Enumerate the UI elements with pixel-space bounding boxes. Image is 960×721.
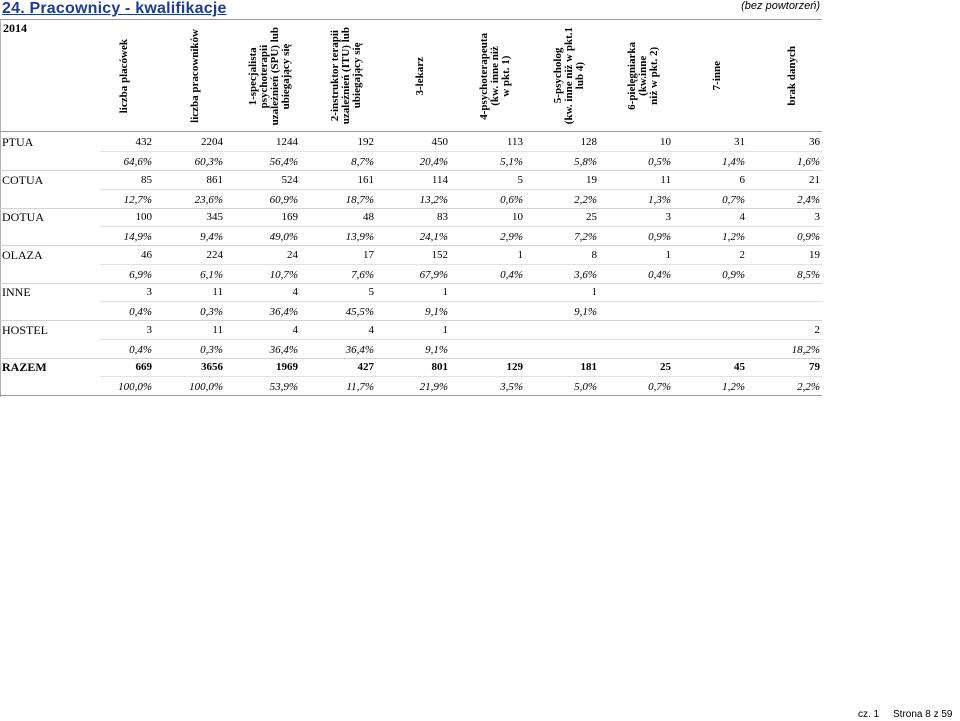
percent-cell xyxy=(463,341,523,359)
column-header xyxy=(236,22,304,130)
title-underline xyxy=(0,19,822,20)
percent-cell: 8,7% xyxy=(351,156,374,168)
column-header-label: 1-specjalista psychoterapii uzależnień (SPU) lub ubiegający się xyxy=(247,26,292,126)
percent-cell: 100,0% xyxy=(118,381,152,393)
percent-cell: 1,6% xyxy=(797,156,820,168)
row-divider xyxy=(100,226,822,227)
column-header-label: 4-psychoterapeuta (kw. inne niż w pkt. 1) xyxy=(477,32,512,120)
column-header-label: 5-psycholog (kw. inne niż w pkt.1 lub 4) xyxy=(551,27,586,125)
count-cell: 432 xyxy=(135,136,152,148)
percent-cell: 18,7% xyxy=(345,194,374,206)
row-divider xyxy=(100,151,822,152)
percent-cell: 5,0% xyxy=(574,381,597,393)
row-divider xyxy=(100,264,822,265)
percent-cell: 6,9% xyxy=(129,269,152,281)
percent-cell xyxy=(611,303,671,321)
column-header xyxy=(161,22,229,130)
count-cell: 5 xyxy=(368,286,374,298)
percent-cell xyxy=(685,341,745,359)
count-cell: 46 xyxy=(141,249,152,261)
percent-cell: 0,7% xyxy=(648,381,671,393)
count-cell xyxy=(611,283,671,301)
row-divider xyxy=(100,301,822,302)
column-header xyxy=(609,22,677,130)
count-cell: 21 xyxy=(809,174,820,186)
count-cell: 6 xyxy=(739,174,745,186)
count-cell: 5 xyxy=(517,174,523,186)
footer-part: cz. 1 xyxy=(858,709,880,720)
count-cell: 169 xyxy=(281,211,298,223)
percent-cell: 14,9% xyxy=(123,231,152,243)
percent-cell: 9,1% xyxy=(425,306,448,318)
report-subtitle: (bez powtorzeń) xyxy=(741,0,820,12)
percent-cell: 0,4% xyxy=(648,269,671,281)
count-cell: 31 xyxy=(734,136,745,148)
count-cell xyxy=(760,283,820,301)
column-header-label: 7-inne xyxy=(710,61,723,91)
percent-cell: 0,9% xyxy=(722,269,745,281)
percent-cell: 1,2% xyxy=(722,231,745,243)
column-header xyxy=(758,22,826,130)
percent-cell: 2,2% xyxy=(797,381,820,393)
percent-cell: 53,9% xyxy=(269,381,298,393)
percent-cell: 0,3% xyxy=(200,344,223,356)
column-header xyxy=(683,22,751,130)
count-cell xyxy=(463,283,523,301)
percent-cell: 7,2% xyxy=(574,231,597,243)
row-label: HOSTEL xyxy=(2,323,48,337)
count-cell: 4 xyxy=(739,211,745,223)
count-cell: 161 xyxy=(357,174,374,186)
percent-cell: 0,4% xyxy=(500,269,523,281)
percent-cell: 9,1% xyxy=(425,344,448,356)
count-cell: 83 xyxy=(437,211,448,223)
column-header-label: 6-pielęgniarka (kw.inne niż w pkt. 2) xyxy=(625,42,660,110)
count-cell xyxy=(611,321,671,339)
row-label: DOTUA xyxy=(2,210,44,224)
percent-cell: 9,4% xyxy=(200,231,223,243)
percent-cell: 9,1% xyxy=(574,306,597,318)
percent-cell: 36,4% xyxy=(269,344,298,356)
row-label: INNE xyxy=(2,285,31,299)
count-cell xyxy=(537,321,597,339)
percent-cell: 1,4% xyxy=(722,156,745,168)
count-cell: 4 xyxy=(292,286,298,298)
count-cell: 114 xyxy=(431,174,448,186)
count-cell: 25 xyxy=(660,361,671,373)
count-cell: 1 xyxy=(442,324,448,336)
percent-cell: 64,6% xyxy=(123,156,152,168)
percent-cell: 60,9% xyxy=(269,194,298,206)
column-header-label: brak danych xyxy=(785,46,798,106)
column-header xyxy=(312,22,380,130)
percent-cell: 6,1% xyxy=(200,269,223,281)
percent-cell: 7,6% xyxy=(351,269,374,281)
count-cell: 1 xyxy=(591,286,597,298)
column-header xyxy=(386,22,454,130)
row-label: OLAZA xyxy=(2,248,43,262)
percent-cell: 1,3% xyxy=(648,194,671,206)
count-cell: 224 xyxy=(206,249,223,261)
percent-cell: 18,2% xyxy=(791,344,820,356)
percent-cell: 67,9% xyxy=(419,269,448,281)
count-cell: 113 xyxy=(506,136,523,148)
count-cell: 1244 xyxy=(276,136,298,148)
column-header-label: 3-lekarz xyxy=(413,56,426,96)
percent-cell: 0,5% xyxy=(648,156,671,168)
percent-cell: 0,4% xyxy=(129,344,152,356)
count-cell: 801 xyxy=(431,361,448,373)
count-cell: 45 xyxy=(734,361,745,373)
count-cell: 8 xyxy=(591,249,597,261)
percent-cell xyxy=(611,341,671,359)
percent-cell: 13,2% xyxy=(419,194,448,206)
count-cell: 3 xyxy=(146,286,152,298)
count-cell: 128 xyxy=(580,136,597,148)
count-cell: 2 xyxy=(739,249,745,261)
count-cell xyxy=(685,321,745,339)
column-header-label: liczba placówek xyxy=(117,38,130,114)
count-cell: 427 xyxy=(357,361,374,373)
count-cell: 450 xyxy=(431,136,448,148)
count-cell: 2204 xyxy=(201,136,223,148)
row-divider xyxy=(100,339,822,340)
row-label: RAZEM xyxy=(2,360,47,374)
row-divider xyxy=(100,376,822,377)
percent-cell: 2,2% xyxy=(574,194,597,206)
row-divider xyxy=(100,189,822,190)
percent-cell: 100,0% xyxy=(189,381,223,393)
count-cell: 3656 xyxy=(201,361,223,373)
percent-cell: 3,5% xyxy=(500,381,523,393)
count-cell: 85 xyxy=(141,174,152,186)
count-cell: 3 xyxy=(665,211,671,223)
percent-cell: 49,0% xyxy=(269,231,298,243)
percent-cell: 20,4% xyxy=(419,156,448,168)
count-cell: 192 xyxy=(357,136,374,148)
count-cell: 11 xyxy=(212,324,223,336)
count-cell: 1 xyxy=(442,286,448,298)
percent-cell: 5,8% xyxy=(574,156,597,168)
percent-cell: 60,3% xyxy=(194,156,223,168)
count-cell: 129 xyxy=(506,361,523,373)
percent-cell: 5,1% xyxy=(500,156,523,168)
count-cell: 3 xyxy=(814,211,820,223)
count-cell: 19 xyxy=(809,249,820,261)
column-header xyxy=(90,22,158,130)
count-cell: 1969 xyxy=(276,361,298,373)
column-header xyxy=(535,22,603,130)
percent-cell: 11,7% xyxy=(346,381,374,393)
column-header-label: 2-instruktor terapii uzależnień (ITU) lub ubiegający się xyxy=(328,27,363,125)
percent-cell: 23,6% xyxy=(194,194,223,206)
percent-cell: 45,5% xyxy=(345,306,374,318)
report-year: 2014 xyxy=(3,21,27,35)
column-header xyxy=(461,22,529,130)
count-cell xyxy=(685,283,745,301)
percent-cell: 21,9% xyxy=(419,381,448,393)
count-cell: 48 xyxy=(363,211,374,223)
count-cell: 36 xyxy=(809,136,820,148)
count-cell: 669 xyxy=(135,361,152,373)
percent-cell: 56,4% xyxy=(269,156,298,168)
count-cell: 2 xyxy=(814,324,820,336)
percent-cell: 24,1% xyxy=(419,231,448,243)
count-cell: 1 xyxy=(517,249,523,261)
percent-cell xyxy=(685,303,745,321)
percent-cell: 2,4% xyxy=(797,194,820,206)
count-cell: 17 xyxy=(363,249,374,261)
count-cell: 181 xyxy=(580,361,597,373)
percent-cell: 36,4% xyxy=(269,306,298,318)
row-label: PTUA xyxy=(2,135,34,149)
row-label: COTUA xyxy=(2,173,44,187)
header-divider xyxy=(0,131,822,132)
percent-cell: 13,9% xyxy=(345,231,374,243)
footer-page-number: Strona 8 z 59 xyxy=(893,709,953,720)
count-cell: 11 xyxy=(660,174,671,186)
count-cell: 100 xyxy=(135,211,152,223)
percent-cell: 0,9% xyxy=(797,231,820,243)
row-divider xyxy=(0,395,822,396)
percent-cell: 0,6% xyxy=(500,194,523,206)
count-cell: 11 xyxy=(212,286,223,298)
percent-cell: 8,5% xyxy=(797,269,820,281)
percent-cell: 0,9% xyxy=(648,231,671,243)
column-header-label: liczba pracowników xyxy=(188,29,201,123)
count-cell: 19 xyxy=(586,174,597,186)
count-cell: 524 xyxy=(281,174,298,186)
percent-cell xyxy=(537,341,597,359)
percent-cell: 10,7% xyxy=(269,269,298,281)
count-cell xyxy=(463,321,523,339)
percent-cell: 0,3% xyxy=(200,306,223,318)
count-cell: 79 xyxy=(809,361,820,373)
count-cell: 4 xyxy=(292,324,298,336)
count-cell: 25 xyxy=(586,211,597,223)
percent-cell: 0,7% xyxy=(722,194,745,206)
count-cell: 152 xyxy=(431,249,448,261)
percent-cell xyxy=(463,303,523,321)
count-cell: 861 xyxy=(206,174,223,186)
percent-cell: 2,9% xyxy=(500,231,523,243)
percent-cell: 36,4% xyxy=(345,344,374,356)
count-cell: 10 xyxy=(512,211,523,223)
count-cell: 3 xyxy=(146,324,152,336)
percent-cell: 3,6% xyxy=(574,269,597,281)
percent-cell xyxy=(760,303,820,321)
count-cell: 4 xyxy=(368,324,374,336)
report-title: 24. Pracownicy - kwalifikacje xyxy=(2,0,227,17)
count-cell: 345 xyxy=(206,211,223,223)
percent-cell: 0,4% xyxy=(129,306,152,318)
count-cell: 24 xyxy=(287,249,298,261)
percent-cell: 1,2% xyxy=(722,381,745,393)
count-cell: 10 xyxy=(660,136,671,148)
count-cell: 1 xyxy=(665,249,671,261)
percent-cell: 12,7% xyxy=(123,194,152,206)
